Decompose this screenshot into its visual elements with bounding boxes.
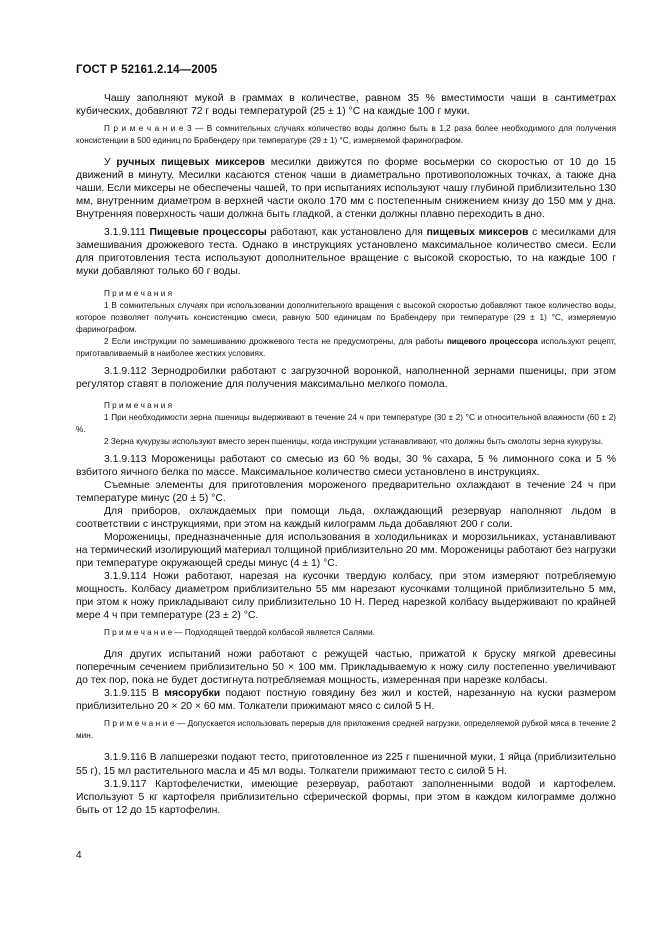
clause-number: 3.1.9.111 [104, 227, 150, 239]
paragraph [76, 156, 616, 221]
page-number: 4 [76, 850, 82, 861]
paragraph: 3.1.9.114 Ножи работают, нарезая на кусочки твердую колбасу, при этом измеряют потребляемую мощность. Колбасу диаметром приблизительно 55 мм нарезают кусочками толщиной приблизительно 5 мм, при этом к ножу прикладывают силу приблизительно 10 Н. Перед нарезкой колбасу выдерживают по крайней мере 4 ч при температуре (23 ± 2) °С. [76, 571, 616, 622]
note [76, 718, 616, 742]
text-segment: 2 Если инструкции по замешиванию дрожжевого теста не предусмотрены, для работы [104, 336, 447, 346]
bold-term: Пищевые процессоры [149, 227, 267, 239]
paragraph: 3.1.9.117 Картофелечистки, имеющие резервуар, работают заполненными водой и картофелем. Используют 5 кг картофеля приблизительно сферической формы, при этом в каждом килограмме должно быть от 12 до 15 картофелин. [76, 778, 616, 816]
paragraph: Для приборов, охлаждаемых при помощи льда, охлаждающий резервуар наполняют льдом в соответствии с инструкциями, при этом на каждый килограмм льда добавляют 200 г соли. [76, 505, 616, 530]
bold-term: мясорубки [164, 688, 221, 700]
note-label: П р и м е ч а н и е 3 [104, 124, 192, 134]
note-text: — В сомнительных случаях количество воды должно быть в 1,2 раза более необходимого для получения консистенции в 500 единиц по Брабендеру при температуре (29 ± 1) °С, измеряемой фаринографом. [76, 124, 616, 146]
paragraph: Съемные элементы для приготовления мороженого предварительно охлаждают в течение 24 ч при температуре минус (20 ± 5) °С. [76, 479, 616, 504]
notes-title: П р и м е ч а н и я [104, 288, 173, 298]
notes-title: П р и м е ч а н и я [104, 400, 173, 410]
text-segment: используют рецепт, приготавливаемый в наиболее жестких условиях. [76, 336, 616, 358]
text-segment: работают, как установлено для [266, 227, 427, 239]
paragraph: 3.1.9.116 В лапшерезки подают тесто, приготовленное из 225 г пшеничной муки, 1 яйца (приблизительно 55 г), 15 мл растительного масла и 45 мл воды. Толкатели прижимают тесто с силой 5 Н. [76, 752, 616, 777]
paragraph [76, 687, 616, 713]
paragraph [76, 226, 616, 278]
text-segment: месилки движутся по форме восьмерки со скоростью от 10 до 15 движений в минуту. Месилки касаются стенок чаши в диаметрально противоположных точках, а также дна чаши. Если миксеры не обеспечены чашей, то при испытаниях используют чашу глубиной приблизительно 130 мм, внутренним диаметром в верхней части около 170 мм с постепенным снижением книзу до 150 мм у дна. Внутренняя поверхность чаши должна быть гладкой, а стенки должны плавно переходить в дно. [76, 157, 616, 221]
paragraph: 3.1.9.113 Мороженицы работают со смесью из 60 % воды, 30 % сахара, 5 % лимонного сока и 5 % взбитого яичного белка по массе. Максимальное количество смеси установлено в инструкциях. [76, 453, 616, 478]
note: 1 В сомнительных случаях при использовании дополнительного вращения с высокой скоростью добавляют такое количество воды, которое позволяет получить консистенцию смеси, равную 500 единицам по Брабендеру при температуре (29 ± 1) °С, измеряемую фаринографом. [76, 300, 616, 334]
paragraph: Чашу заполняют мукой в граммах в количестве, равном 35 % вместимости чаши в сантиметрах кубических, добавляют 72 г воды температурой (25 ± 1) °С на каждые 100 г муки. [76, 93, 616, 118]
note-text: — Допускается использовать перерыв для приложения средней нагрузки, определяемой рубкой мяса в течение 2 мин. [76, 719, 616, 741]
document-header: ГОСТ Р 52161.2.14—2005 [76, 64, 218, 76]
note [76, 336, 616, 360]
note: 1 При необходимости зерна пшеницы выдерживают в течение 24 ч при температуре (30 ± 2) °С и относительной влажности (60 ± 2) %. [76, 412, 616, 434]
note [76, 627, 616, 639]
text-segment: подают постную говядину без жил и костей, нарезанную на куски размером приблизительно 20 × 20 × 60 мм. Толкатели прижимают мясо с силой 5 Н. [76, 688, 616, 713]
note [76, 123, 616, 147]
paragraph: Для других испытаний ножи работают с режущей частью, прижатой к бруску мягкой древесины поперечным сечением приблизительно 50 × 100 мм. Прикладываемую к ножу силу постепенно увеличивают до тех пор, пока не будет достигнута потребляемая мощность, измеренная при нарезке колбасы. [76, 649, 616, 687]
text-segment: У [104, 157, 117, 169]
bold-term: пищевых миксеров [426, 227, 529, 239]
clause-number: 3.1.9.115 В [104, 688, 165, 700]
note-label: П р и м е ч а н и е [104, 719, 175, 729]
paragraph: Мороженицы, предназначенные для использования в холодильниках и морозильниках, устанавливают на термический изолирующий материал толщиной приблизительно 20 мм. Мороженицы работают без нагрузки при температуре окружающей среды минус (4 ± 1) °С. [76, 531, 616, 569]
text-segment: с месилками для замешивания дрожжевого теста. Однако в инструкциях установлено максимальное количество смеси. Если для приготовления теста используют дополнительное вращение с высокой скоростью, то на каждые 100 г муки добавляют только 60 г воды. [76, 227, 616, 278]
bold-term: пищевого процессора [446, 336, 538, 346]
note: 2 Зерна кукурузы используют вместо зерен пшеницы, когда инструкции устанавливают, что должны быть смолоты зерна кукурузы. [104, 436, 603, 446]
page-body [76, 92, 616, 817]
note-text: — Подходящей твердой колбасой является Салями. [172, 628, 375, 638]
paragraph: 3.1.9.112 Зернодробилки работают с загрузочной воронкой, наполненной зернами пшеницы, при этом регулятор ставят в положение для получения максимально мелкого помола. [76, 365, 616, 390]
note-label: П р и м е ч а н и е [104, 628, 173, 638]
bold-term: ручных пищевых миксеров [116, 157, 265, 169]
